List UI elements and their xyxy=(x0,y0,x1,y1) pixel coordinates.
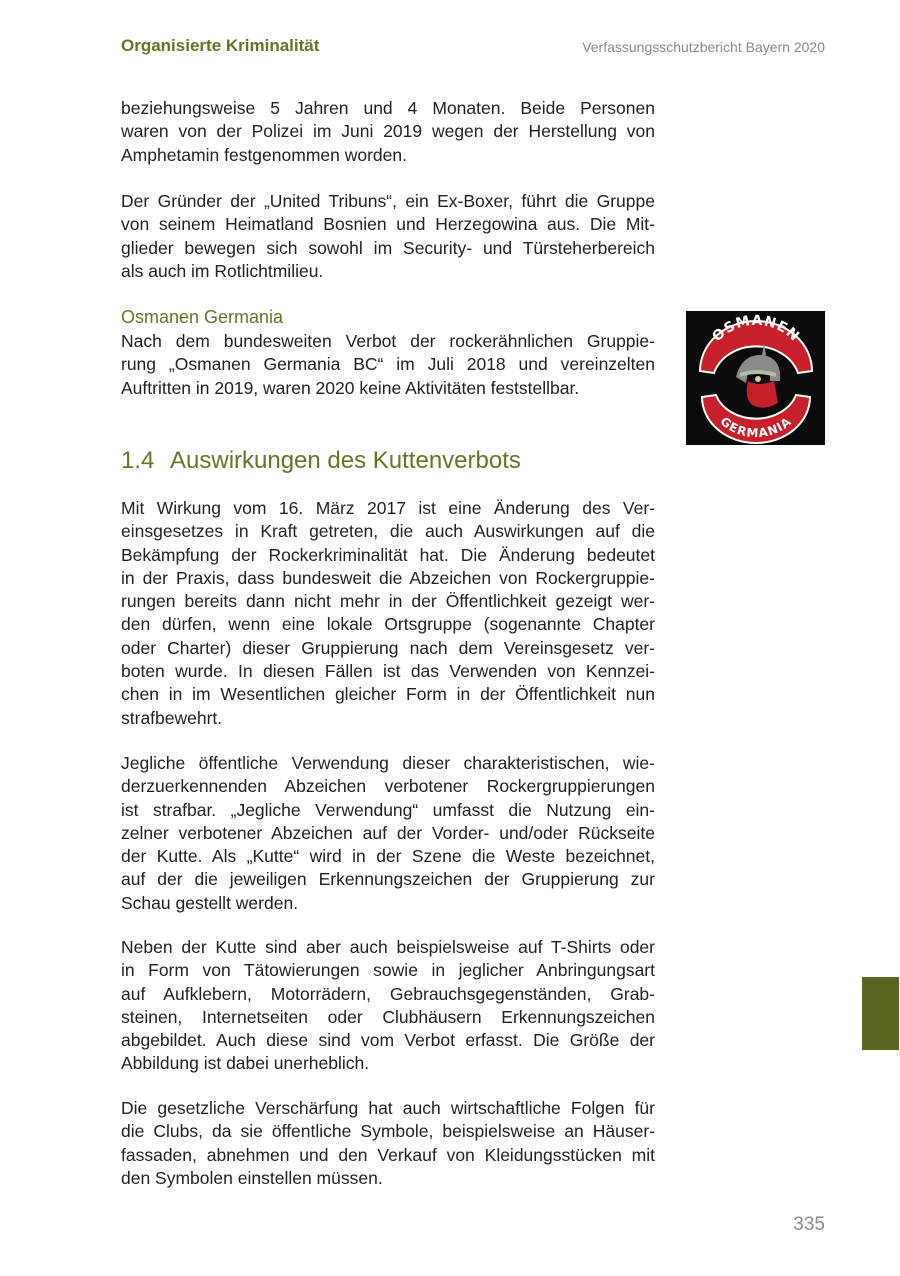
paragraph-5 xyxy=(121,752,655,915)
text-line: den Symbolen einstellen müssen. xyxy=(121,1167,383,1188)
paragraph-2 xyxy=(121,190,655,283)
osmanen-germania-logo xyxy=(686,311,825,445)
text-line: die Clubs, da sie öffentliche Symbole, beispielsweise an Häuser- xyxy=(121,1121,655,1142)
paragraph-1 xyxy=(121,97,655,167)
text-line: rung „Osmanen Germania BC“ im Juli 2018 und vereinzelten xyxy=(121,354,655,375)
text-line: boten wurde. In diesen Fällen ist das Verwenden von Kennzei- xyxy=(121,661,655,682)
text-line: Die gesetzliche Verschärfung hat auch wirtschaftliche Folgen für xyxy=(121,1098,655,1118)
paragraph-6 xyxy=(121,936,655,1076)
text-line: waren von der Polizei im Juni 2019 wegen der Herstellung von xyxy=(121,121,655,142)
text-line: in der Praxis, dass bundesweit die Abzeichen von Rockergruppie- xyxy=(121,567,655,588)
text-line: chen in im Wesentlichen gleicher Form in der Öffentlichkeit nun xyxy=(121,684,655,705)
section-number: 1.4 xyxy=(121,447,155,474)
text-line: rungen bereits dann nicht mehr in der Öffentlichkeit gezeigt wer- xyxy=(121,591,655,612)
paragraph-3 xyxy=(121,330,655,400)
text-line: steinen, Internetseiten oder Clubhäusern Erkennungszeichen xyxy=(121,1006,655,1027)
osmanen-germania-emblem-icon xyxy=(686,311,825,445)
section-title: Auswirkungen des Kuttenverbots xyxy=(170,447,521,474)
text-line: beziehungsweise 5 Jahren und 4 Monaten. Beide Personen xyxy=(121,98,655,118)
running-header-chapter: Organisierte Kriminalität xyxy=(121,36,320,55)
text-line: Auftritten in 2019, waren 2020 keine Aktivitäten feststellbar. xyxy=(121,377,580,398)
text-line: Bekämpfung der Rockerkriminalität hat. Die Änderung bedeutet xyxy=(121,544,655,565)
text-line: oder Charter) dieser Gruppierung nach dem Vereinsgesetz ver- xyxy=(121,637,655,658)
logo-top-text: OSMANEN xyxy=(709,312,803,346)
text-line: in Form von Tätowierungen sowie in jeglicher Anbringungsart xyxy=(121,960,655,981)
text-line: abgebildet. Auch diese sind vom Verbot erfasst. Die Größe der xyxy=(121,1030,655,1051)
paragraph-7 xyxy=(121,1097,655,1190)
text-line: Mit Wirkung vom 16. März 2017 ist eine Änderung des Ver- xyxy=(121,498,655,518)
subheading-osmanen-germania: Osmanen Germania xyxy=(121,307,284,327)
text-line: einsgesetzes in Kraft getreten, die auch Auswirkungen auf die xyxy=(121,521,655,542)
text-line: Jegliche öffentliche Verwendung dieser charakteristischen, wie- xyxy=(121,753,655,773)
text-line: Neben der Kutte sind aber auch beispielsweise auf T-Shirts oder xyxy=(121,937,655,957)
text-line: Abbildung ist dabei unerheblich. xyxy=(121,1053,370,1074)
text-line: Der Gründer der „United Tribuns“, ein Ex-Boxer, führt die Gruppe xyxy=(121,191,655,211)
text-line: fassaden, abnehmen und den Verkauf von Kleidungsstücken mit xyxy=(121,1144,655,1165)
text-line: derzuerkennenden Abzeichen verbotener Rockergruppierungen xyxy=(121,776,655,797)
page-number: 335 xyxy=(793,1214,825,1235)
text-line: als auch im Rotlichtmilieu. xyxy=(121,260,324,281)
text-line: auf der die jeweiligen Erkennungszeichen der Gruppierung zur xyxy=(121,869,655,890)
chapter-side-tab xyxy=(862,977,899,1050)
logo-bottom-text: GERMANIA xyxy=(717,414,795,441)
section-heading xyxy=(121,447,521,475)
text-line: von seinem Heimatland Bosnien und Herzegowina aus. Die Mit- xyxy=(121,214,655,235)
text-line: der Kutte. Als „Kutte“ wird in der Szene die Weste bezeichnet, xyxy=(121,846,655,867)
paragraph-4 xyxy=(121,497,655,730)
text-line: glieder bewegen sich sowohl im Security- und Türsteherbereich xyxy=(121,237,655,258)
text-line: strafbewehrt. xyxy=(121,707,223,728)
running-header-publication: Verfassungsschutzbericht Bayern 2020 xyxy=(582,39,825,55)
text-line: zelner verbotener Abzeichen auf der Vorder- und/oder Rückseite xyxy=(121,822,655,843)
text-line: Amphetamin festgenommen worden. xyxy=(121,144,407,165)
text-line: ist strafbar. „Jegliche Verwendung“ umfasst die Nutzung ein- xyxy=(121,799,655,820)
text-line: Nach dem bundesweiten Verbot der rockerähnlichen Gruppie- xyxy=(121,331,655,351)
text-line: Schau gestellt werden. xyxy=(121,892,299,913)
text-line: den dürfen, wenn eine lokale Ortsgruppe (sogenannte Chapter xyxy=(121,614,655,635)
text-line: auf Aufklebern, Motorrädern, Gebrauchsgegenständen, Grab- xyxy=(121,983,655,1004)
